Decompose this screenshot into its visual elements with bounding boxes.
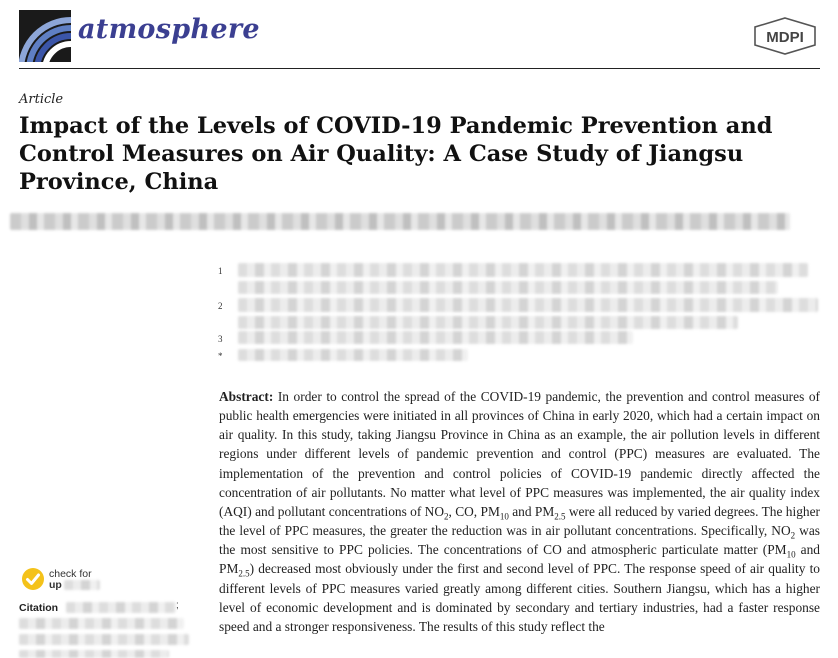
checkmark-badge-icon xyxy=(21,567,45,591)
authors-redacted xyxy=(10,213,790,230)
publisher-name: MDPI xyxy=(766,29,804,46)
affiliation-redacted xyxy=(238,331,633,344)
citation-redacted xyxy=(19,634,189,645)
check-updates-redacted xyxy=(64,580,100,590)
correspondence-redacted xyxy=(238,349,468,361)
journal-logo xyxy=(19,10,71,62)
header-divider xyxy=(19,68,820,69)
affiliation-marker: 1 xyxy=(218,266,223,276)
check-for-updates-label[interactable]: check for up xyxy=(49,568,92,591)
affiliation-redacted xyxy=(238,316,738,329)
citation-suffix: ; xyxy=(176,600,179,611)
atmosphere-arcs-logo-icon xyxy=(19,10,71,62)
citation-redacted xyxy=(66,602,176,613)
abstract-label: Abstract: xyxy=(219,389,274,404)
article-title: Impact of the Levels of COVID-19 Pandemic Prevention and Control Measures on Air Quality: A Case Study of Jiangsu Province, China xyxy=(19,113,773,195)
citation-label: Citation xyxy=(19,602,59,614)
affiliation-redacted xyxy=(238,263,808,277)
corresponding-marker: * xyxy=(218,351,223,361)
check-for-updates-button[interactable] xyxy=(21,567,45,591)
affiliation-marker: 3 xyxy=(218,334,223,344)
affiliation-marker: 2 xyxy=(218,301,223,311)
article-type: Article xyxy=(19,92,64,107)
abstract: Abstract: In order to control the spread of the COVID-19 pandemic, the prevention and control measures of public health emergencies were initiated in all provinces of China in early 2020, which had a certain impact on air quality. In this study, taking Jiangsu Province in China as an example, the air pollution levels in different regions under different levels of pandemic prevention and control (PPC) measures are evaluated. The implementation of the prevention and control policies of COVID-19 pandemic directly affected the concentration of air pollutants. No matter what level of PPC measures was implemented, the air quality index (AQI) and pollutant concentrations of $NO_2$, CO, $PM_{10}$ and $PM_{2.5}$ were all reduced by varied degrees. The higher the level of PPC measures, the greater the reduction was in air pollutant concentrations. Specifically, $NO_2$ was the most sensitive to PPC policies. The concentrations of CO and atmospheric particulate matter ($PM_{10}$ and $PM_{2.5}$) decreased most obviously under the first and second level of PPC. The response speed of air quality to different levels of PPC measures varied greatly among different cities. Southern Jiangsu, which has a higher level of economic development and is dominated by secondary and tertiary industries, had a faster response speed and a stronger responsiveness. The results of this study reflect the xyxy=(219,389,820,634)
journal-name: atmosphere xyxy=(78,14,260,45)
citation-redacted xyxy=(19,650,169,658)
affiliation-redacted xyxy=(238,281,778,294)
mdpi-logo xyxy=(752,17,818,55)
citation-redacted xyxy=(19,618,184,629)
affiliation-redacted xyxy=(238,298,818,312)
